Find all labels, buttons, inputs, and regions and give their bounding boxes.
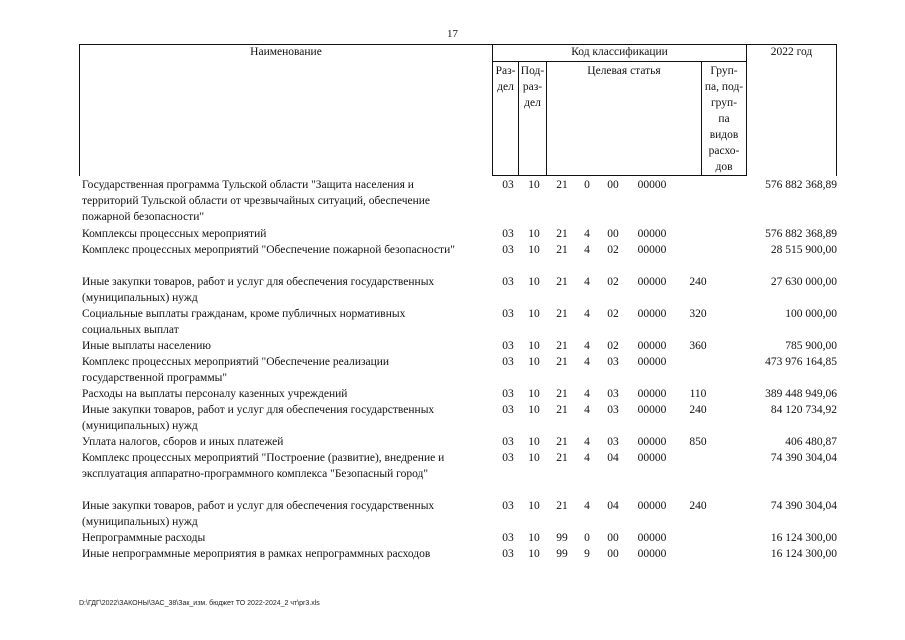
row-name — [82, 498, 494, 530]
row-podrazdel: 10 — [528, 228, 540, 240]
row-target-subtype: 4 — [584, 308, 590, 320]
header-name: Наименование — [80, 45, 493, 176]
row-amount: 406 480,87 — [785, 436, 837, 448]
row-target-direction: 00000 — [637, 532, 667, 544]
row-name — [82, 354, 494, 386]
row-razdel: 03 — [502, 532, 514, 544]
table-row — [79, 447, 839, 495]
row-amount: 785 900,00 — [785, 340, 837, 352]
row-target-complex: 00 — [607, 228, 619, 240]
row-name-line: пожарной безопасности" — [82, 211, 205, 223]
row-target-program: 21 — [556, 388, 568, 400]
row-target-complex: 02 — [607, 244, 619, 256]
row-target-complex: 03 — [607, 436, 619, 448]
row-target-subtype: 4 — [584, 500, 590, 512]
row-razdel: 03 — [502, 308, 514, 320]
row-name-line: (муниципальных) нужд — [82, 516, 198, 528]
row-name — [82, 450, 494, 482]
row-podrazdel: 10 — [528, 244, 540, 256]
row-target-complex: 03 — [607, 356, 619, 368]
row-target-direction: 00000 — [637, 388, 667, 400]
row-razdel: 03 — [502, 452, 514, 464]
table-row — [79, 351, 839, 383]
table-body — [79, 174, 839, 559]
table-row — [79, 543, 839, 559]
row-target-complex: 02 — [607, 308, 619, 320]
row-razdel: 03 — [502, 356, 514, 368]
row-name — [82, 306, 494, 338]
row-name-line: эксплуатация аппаратно-программного комплекса "Безопасный город" — [82, 468, 429, 480]
table-header — [79, 44, 837, 176]
header-expense-group-line: па — [718, 113, 730, 125]
row-target-subtype: 4 — [584, 388, 590, 400]
row-target-subtype: 0 — [584, 179, 590, 191]
row-name-line: Иные закупки товаров, работ и услуг для обеспечения государственных — [82, 500, 435, 512]
row-target-program: 21 — [556, 228, 568, 240]
row-name-line: государственной программы" — [82, 372, 228, 384]
row-target-complex: 00 — [607, 179, 619, 191]
row-amount: 84 120 734,92 — [770, 404, 837, 416]
header-target-article: Целевая статья — [547, 62, 702, 176]
row-razdel: 03 — [502, 388, 514, 400]
row-razdel: 03 — [502, 436, 514, 448]
row-target-subtype: 4 — [584, 436, 590, 448]
row-podrazdel: 10 — [528, 340, 540, 352]
row-name — [82, 402, 494, 434]
header-expense-group-line: расхо- — [708, 145, 740, 157]
row-target-complex: 03 — [607, 404, 619, 416]
row-podrazdel: 10 — [528, 308, 540, 320]
row-amount: 576 882 368,89 — [765, 228, 837, 240]
row-razdel: 03 — [502, 228, 514, 240]
row-podrazdel: 10 — [528, 548, 540, 560]
row-expense-group: 110 — [689, 388, 707, 400]
header-podrazdel-line: дел — [524, 97, 541, 109]
row-target-program: 99 — [556, 548, 568, 560]
row-target-direction: 00000 — [637, 436, 667, 448]
row-target-complex: 00 — [607, 548, 619, 560]
row-target-complex: 02 — [607, 276, 619, 288]
row-target-subtype: 4 — [584, 404, 590, 416]
header-expense-group-line: дов — [715, 161, 733, 173]
row-target-program: 21 — [556, 500, 568, 512]
row-target-complex: 02 — [607, 340, 619, 352]
row-target-subtype: 4 — [584, 228, 590, 240]
row-podrazdel: 10 — [528, 356, 540, 368]
row-expense-group: 240 — [689, 404, 707, 416]
row-target-direction: 00000 — [637, 244, 667, 256]
row-name-line: Государственная программа Тульской области "Защита населения и — [82, 179, 414, 191]
header-podrazdel-line: Под- — [520, 65, 545, 77]
table-row — [79, 335, 839, 351]
row-razdel: 03 — [502, 500, 514, 512]
table-row — [79, 527, 839, 543]
header-expense-group-line: видов — [709, 129, 739, 141]
row-target-subtype: 4 — [584, 452, 590, 464]
table-row — [79, 495, 839, 527]
row-target-direction: 00000 — [637, 548, 667, 560]
row-razdel: 03 — [502, 548, 514, 560]
row-expense-group: 360 — [689, 340, 707, 352]
row-amount: 473 976 164,85 — [765, 356, 837, 368]
row-amount: 389 448 949,06 — [765, 388, 837, 400]
row-target-complex: 00 — [607, 532, 619, 544]
row-razdel: 03 — [502, 404, 514, 416]
row-name-line: территорий Тульской области от чрезвычайных ситуаций, обеспечение — [82, 195, 431, 207]
row-expense-group: 320 — [689, 308, 707, 320]
row-name-line: Иные закупки товаров, работ и услуг для обеспечения государственных — [82, 404, 435, 416]
row-target-direction: 00000 — [637, 179, 667, 191]
row-target-program: 21 — [556, 356, 568, 368]
row-name-line: Комплекс процессных мероприятий "Построение (развитие), внедрение и — [82, 452, 445, 464]
row-target-program: 21 — [556, 404, 568, 416]
row-target-direction: 00000 — [637, 276, 667, 288]
row-name — [82, 242, 494, 258]
row-target-program: 21 — [556, 179, 568, 191]
row-name-line: Комплекс процессных мероприятий "Обеспечение пожарной безопасности" — [82, 244, 455, 256]
row-target-subtype: 4 — [584, 340, 590, 352]
header-expense-group-line: Груп- — [710, 65, 738, 77]
row-name-line: Расходы на выплаты персоналу казенных учреждений — [82, 388, 348, 400]
row-target-subtype: 9 — [584, 548, 590, 560]
row-target-subtype: 4 — [584, 276, 590, 288]
row-amount: 16 124 300,00 — [770, 532, 837, 544]
row-target-direction: 00000 — [637, 356, 667, 368]
row-podrazdel: 10 — [528, 404, 540, 416]
row-name — [82, 546, 494, 562]
row-expense-group: 240 — [689, 500, 707, 512]
row-razdel: 03 — [502, 340, 514, 352]
row-podrazdel: 10 — [528, 452, 540, 464]
row-expense-group: 850 — [689, 436, 707, 448]
row-name-line: Комплекс процессных мероприятий "Обеспечение реализации — [82, 356, 390, 368]
header-expense-group-line: груп- — [710, 97, 738, 109]
row-amount: 74 390 304,04 — [770, 500, 837, 512]
header-podrazdel-line: раз- — [522, 81, 543, 93]
row-amount: 100 000,00 — [785, 308, 837, 320]
header-razdel — [493, 62, 519, 176]
row-razdel: 03 — [502, 276, 514, 288]
footer-file-path: D:\ГДГ\2022\ЗАКОНЫ\ЗАС_38\Зак_изм. бюджет ТО 2022-2024_2 чт\pr3.xls — [79, 600, 320, 607]
row-name-line: Комплексы процессных мероприятий — [82, 228, 267, 240]
row-target-program: 21 — [556, 452, 568, 464]
row-target-direction: 00000 — [637, 228, 667, 240]
row-podrazdel: 10 — [528, 532, 540, 544]
row-target-direction: 00000 — [637, 340, 667, 352]
row-target-direction: 00000 — [637, 500, 667, 512]
row-target-program: 21 — [556, 340, 568, 352]
row-target-program: 21 — [556, 276, 568, 288]
row-target-direction: 00000 — [637, 404, 667, 416]
header-podrazdel — [519, 62, 547, 176]
row-target-subtype: 4 — [584, 244, 590, 256]
row-podrazdel: 10 — [528, 388, 540, 400]
row-target-subtype: 0 — [584, 532, 590, 544]
row-name-line: Социальные выплаты гражданам, кроме публичных нормативных — [82, 308, 406, 320]
row-podrazdel: 10 — [528, 436, 540, 448]
table-row — [79, 223, 839, 239]
row-podrazdel: 10 — [528, 276, 540, 288]
header-razdel-line: дел — [497, 81, 514, 93]
row-amount: 27 630 000,00 — [770, 276, 837, 288]
row-name — [82, 274, 494, 306]
row-name — [82, 177, 494, 225]
row-target-program: 99 — [556, 532, 568, 544]
row-name-line: Иные закупки товаров, работ и услуг для обеспечения государственных — [82, 276, 435, 288]
row-amount: 74 390 304,04 — [770, 452, 837, 464]
row-name-line: (муниципальных) нужд — [82, 292, 198, 304]
row-name-line: Иные непрограммные мероприятия в рамках непрограммных расходов — [82, 548, 431, 560]
header-code-classification: Код классификации — [493, 45, 747, 62]
header-expense-group — [702, 62, 747, 176]
table-row — [79, 431, 839, 447]
row-amount: 28 515 900,00 — [770, 244, 837, 256]
row-target-program: 21 — [556, 308, 568, 320]
row-target-program: 21 — [556, 436, 568, 448]
row-target-complex: 04 — [607, 452, 619, 464]
header-year: 2022 год — [747, 45, 837, 176]
row-amount: 576 882 368,89 — [765, 179, 837, 191]
row-name-line: Непрограммные расходы — [82, 532, 206, 544]
page-number: 17 — [447, 28, 458, 40]
row-target-complex: 04 — [607, 500, 619, 512]
row-amount: 16 124 300,00 — [770, 548, 837, 560]
row-podrazdel: 10 — [528, 179, 540, 191]
row-name-line: социальных выплат — [82, 324, 179, 336]
row-name-line: Уплата налогов, сборов и иных платежей — [82, 436, 284, 448]
table-row — [79, 271, 839, 303]
row-target-direction: 00000 — [637, 452, 667, 464]
row-target-program: 21 — [556, 244, 568, 256]
row-podrazdel: 10 — [528, 500, 540, 512]
table-row — [79, 239, 839, 271]
header-razdel-line: Раз- — [495, 65, 516, 77]
row-target-complex: 03 — [607, 388, 619, 400]
table-row — [79, 303, 839, 335]
row-razdel: 03 — [502, 179, 514, 191]
row-razdel: 03 — [502, 244, 514, 256]
header-expense-group-line: па, под- — [704, 81, 744, 93]
row-target-direction: 00000 — [637, 308, 667, 320]
table-row — [79, 383, 839, 399]
table-row — [79, 399, 839, 431]
row-expense-group: 240 — [689, 276, 707, 288]
table-row — [79, 174, 839, 223]
row-name-line: Иные выплаты населению — [82, 340, 211, 352]
row-name-line: (муниципальных) нужд — [82, 420, 198, 432]
row-target-subtype: 4 — [584, 356, 590, 368]
